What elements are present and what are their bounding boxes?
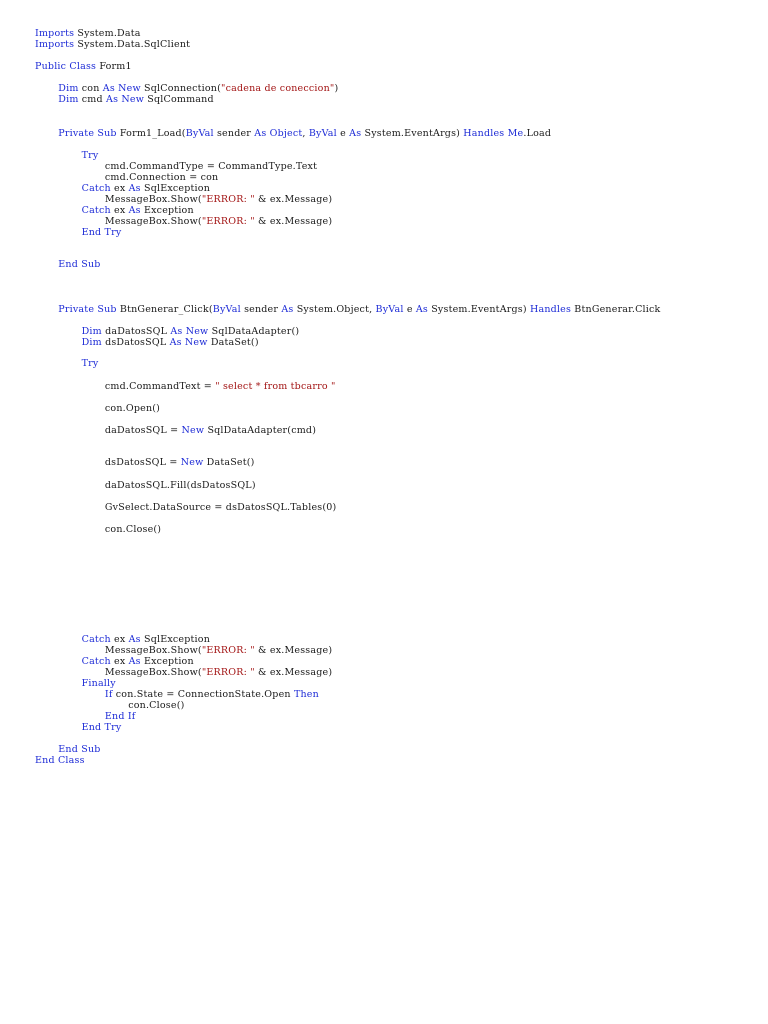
code-string: "cadena de coneccion" [221,83,335,94]
code-keyword: Catch [81,656,111,667]
code-keyword: Finally [81,678,116,689]
code-line [58,128,551,139]
code-keyword: As Object [254,128,303,139]
code-line [105,689,319,700]
code-line [35,61,132,72]
code-text: BtnGenerar.Click [571,304,661,315]
code-text: MessageBox.Show( [104,645,202,656]
code-text: con.Close() [104,524,162,535]
code-keyword: As [128,634,141,645]
code-text: MessageBox.Show( [104,216,202,227]
code-text: System.Data [74,28,141,39]
code-text: con.Open() [104,403,161,414]
code-keyword: Catch [81,634,111,645]
code-line [58,83,338,94]
code-keyword: Public Class [35,61,97,72]
code-line [128,700,184,711]
code-keyword: As New [106,94,145,105]
code-text: ex [110,183,129,194]
code-text: System.EventArgs) [361,128,464,139]
code-text: System.EventArgs) [428,304,530,315]
code-line [82,326,300,337]
code-line [58,304,660,315]
code-text: & ex.Message) [254,645,333,656]
code-line [58,94,213,105]
code-keyword: As [349,128,362,139]
code-keyword: Private Sub [58,128,117,139]
code-line [58,744,100,755]
code-line [105,457,255,468]
code-text: Form1_Load( [116,128,186,139]
code-text: ) [334,83,339,94]
code-keyword: Handles Me [463,128,524,139]
code-text: MessageBox.Show( [104,667,202,678]
code-keyword: As New [102,83,141,94]
code-keyword: As [128,656,141,667]
code-line [105,381,336,392]
code-line [82,183,210,194]
code-line [105,502,337,513]
code-text: cmd [78,94,107,105]
code-text: SqlConnection( [140,83,222,94]
code-keyword: End Try [81,722,122,733]
code-keyword: As New [170,326,209,337]
code-text: ex [110,205,129,216]
code-string: "ERROR: " [201,216,255,227]
code-line [58,259,100,270]
code-keyword: End Sub [58,259,101,270]
code-line [105,711,136,722]
code-keyword: Catch [81,205,111,216]
code-text: con.State = ConnectionState.Open [112,689,294,700]
code-keyword: Try [81,150,99,161]
code-text: dsDatosSQL [101,337,170,348]
code-string: "ERROR: " [201,645,255,656]
code-text: ex [110,656,129,667]
code-text: cmd.Connection = con [104,172,219,183]
code-text: daDatosSQL.Fill(dsDatosSQL) [104,480,256,491]
code-text: cmd.CommandText = [104,381,216,392]
code-keyword: New [181,425,205,436]
code-line [82,678,116,689]
code-text: daDatosSQL [101,326,171,337]
code-line [82,358,99,369]
code-keyword: End If [104,711,136,722]
code-keyword: Dim [81,337,102,348]
code-text: MessageBox.Show( [104,194,202,205]
code-keyword: New [180,457,204,468]
code-keyword: As New [169,337,208,348]
code-line [82,227,122,238]
code-line [35,755,85,766]
code-keyword: Catch [81,183,111,194]
code-text: Exception [140,205,194,216]
code-line [35,28,141,39]
code-line [35,39,190,50]
code-line [82,205,194,216]
code-text: BtnGenerar_Click( [116,304,213,315]
code-text: & ex.Message) [254,667,333,678]
code-keyword: Dim [58,94,79,105]
code-text: SqlException [140,183,211,194]
code-keyword: ByVal [308,128,337,139]
code-text: e [336,128,350,139]
code-text: e [403,304,416,315]
code-line [105,645,332,656]
code-text: System.Data.SqlClient [74,39,191,50]
code-text: SqlDataAdapter(cmd) [204,425,317,436]
code-text: con.Close() [128,700,185,711]
code-text: DataSet() [203,457,255,468]
code-keyword: Then [293,689,319,700]
code-line [82,634,210,645]
code-keyword: As [415,304,428,315]
code-text: & ex.Message) [254,194,333,205]
code-text: cmd.CommandType = CommandType.Text [104,161,318,172]
code-text: Form1 [96,61,132,72]
code-keyword: If [104,689,113,700]
code-line [105,403,160,414]
code-line [82,722,122,733]
code-keyword: End Sub [58,744,101,755]
code-text: , [302,128,309,139]
code-keyword: End Class [35,755,85,766]
code-line [82,150,99,161]
code-line [105,161,317,172]
code-keyword: Dim [58,83,79,94]
code-text: daDatosSQL = [104,425,182,436]
code-line [105,667,332,678]
code-text: SqlCommand [144,94,214,105]
code-line [82,656,194,667]
code-keyword: Dim [81,326,102,337]
code-text: .Load [523,128,552,139]
code-keyword: End Try [81,227,122,238]
code-line [105,194,332,205]
code-string: "ERROR: " [201,667,255,678]
code-string: " select * from tbcarro " [215,381,336,392]
code-text: GvSelect.DataSource = dsDatosSQL.Tables(0) [104,502,337,513]
code-text: SqlDataAdapter() [208,326,300,337]
code-line [105,172,218,183]
code-text: DataSet() [207,337,259,348]
code-keyword: Imports [35,28,75,39]
code-keyword: ByVal [185,128,214,139]
code-line [105,425,316,436]
code-keyword: As [128,183,141,194]
code-line [105,216,332,227]
code-keyword: As [128,205,141,216]
code-line [105,524,161,535]
code-text: sender [213,128,255,139]
code-keyword: Try [81,358,99,369]
code-text: System.Object, [293,304,376,315]
code-text: ex [110,634,129,645]
code-keyword: Private Sub [58,304,117,315]
code-text: sender [240,304,282,315]
code-keyword: As [281,304,294,315]
code-string: "ERROR: " [201,194,255,205]
code-text: Exception [140,656,194,667]
code-keyword: Imports [35,39,75,50]
code-text: dsDatosSQL = [104,457,181,468]
code-text: SqlException [140,634,211,645]
code-text: & ex.Message) [254,216,333,227]
code-keyword: ByVal [375,304,404,315]
code-line [82,337,259,348]
code-keyword: Handles [529,304,572,315]
code-line [105,480,256,491]
code-text: con [78,83,103,94]
code-keyword: ByVal [212,304,241,315]
